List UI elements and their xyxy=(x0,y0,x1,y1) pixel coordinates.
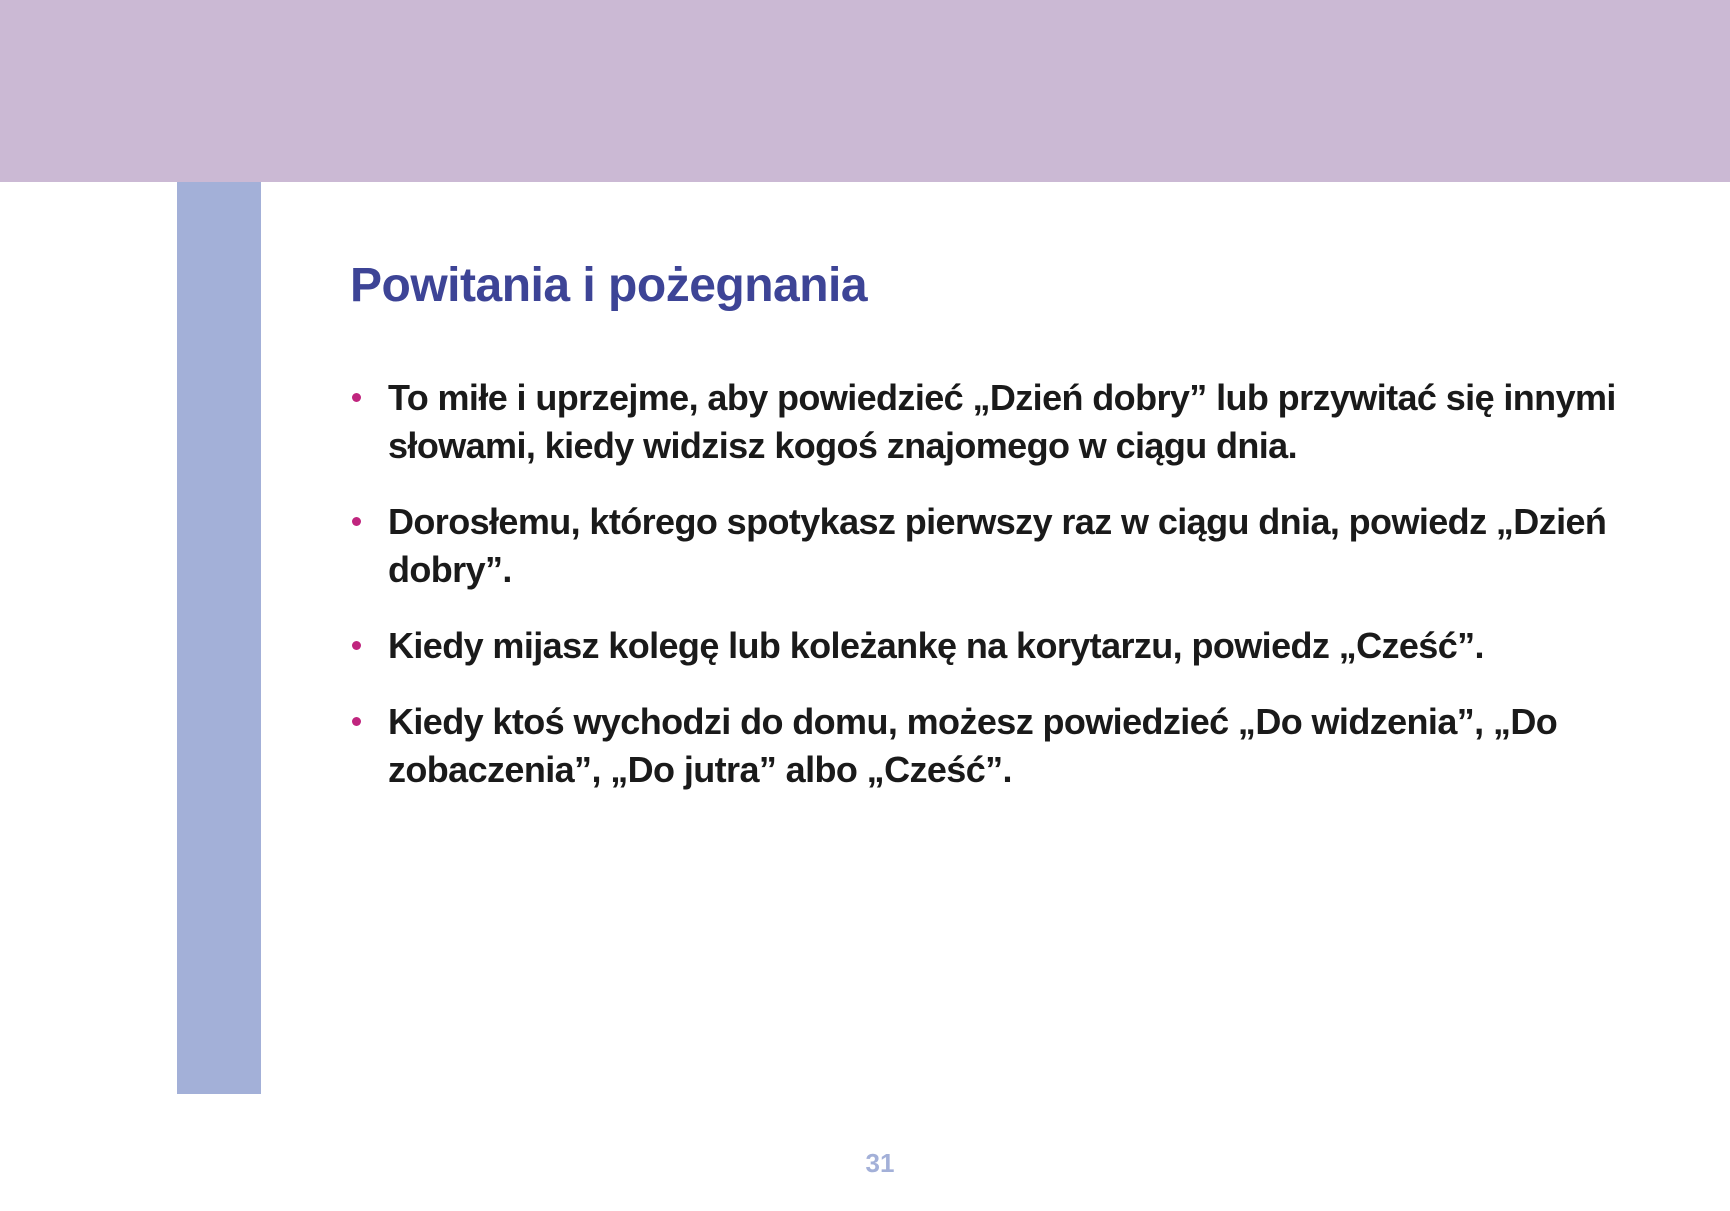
bullet-dot-icon xyxy=(352,717,361,726)
bullet-dot-icon xyxy=(352,517,361,526)
page-title: Powitania i pożegnania xyxy=(350,259,868,312)
list-item-text: To miłe i uprzejme, aby powiedzieć „Dzień dobry” lub przywitać się innymi słowami, kiedy widzisz kogoś znajomego w ciągu dnia. xyxy=(388,377,1616,466)
list-item-text: Kiedy mijasz kolegę lub koleżankę na korytarzu, powiedz „Cześć”. xyxy=(388,625,1484,666)
list-item xyxy=(350,622,1670,670)
list-item xyxy=(350,374,1670,470)
bullet-dot-icon xyxy=(352,641,361,650)
list-item-text: Kiedy ktoś wychodzi do domu, możesz powiedzieć „Do widzenia”, „Do zobaczenia”, „Do jutra” albo „Cześć”. xyxy=(388,701,1558,790)
left-accent-bar xyxy=(177,182,261,1094)
bullet-dot-icon xyxy=(352,393,361,402)
list-item-text: Dorosłemu, którego spotykasz pierwszy raz w ciągu dnia, powiedz „Dzień dobry”. xyxy=(388,501,1607,590)
page-number: 31 xyxy=(865,1148,895,1178)
top-header-band xyxy=(0,0,1730,182)
bullet-list xyxy=(350,374,1670,822)
list-item xyxy=(350,498,1670,594)
list-item xyxy=(350,698,1670,794)
